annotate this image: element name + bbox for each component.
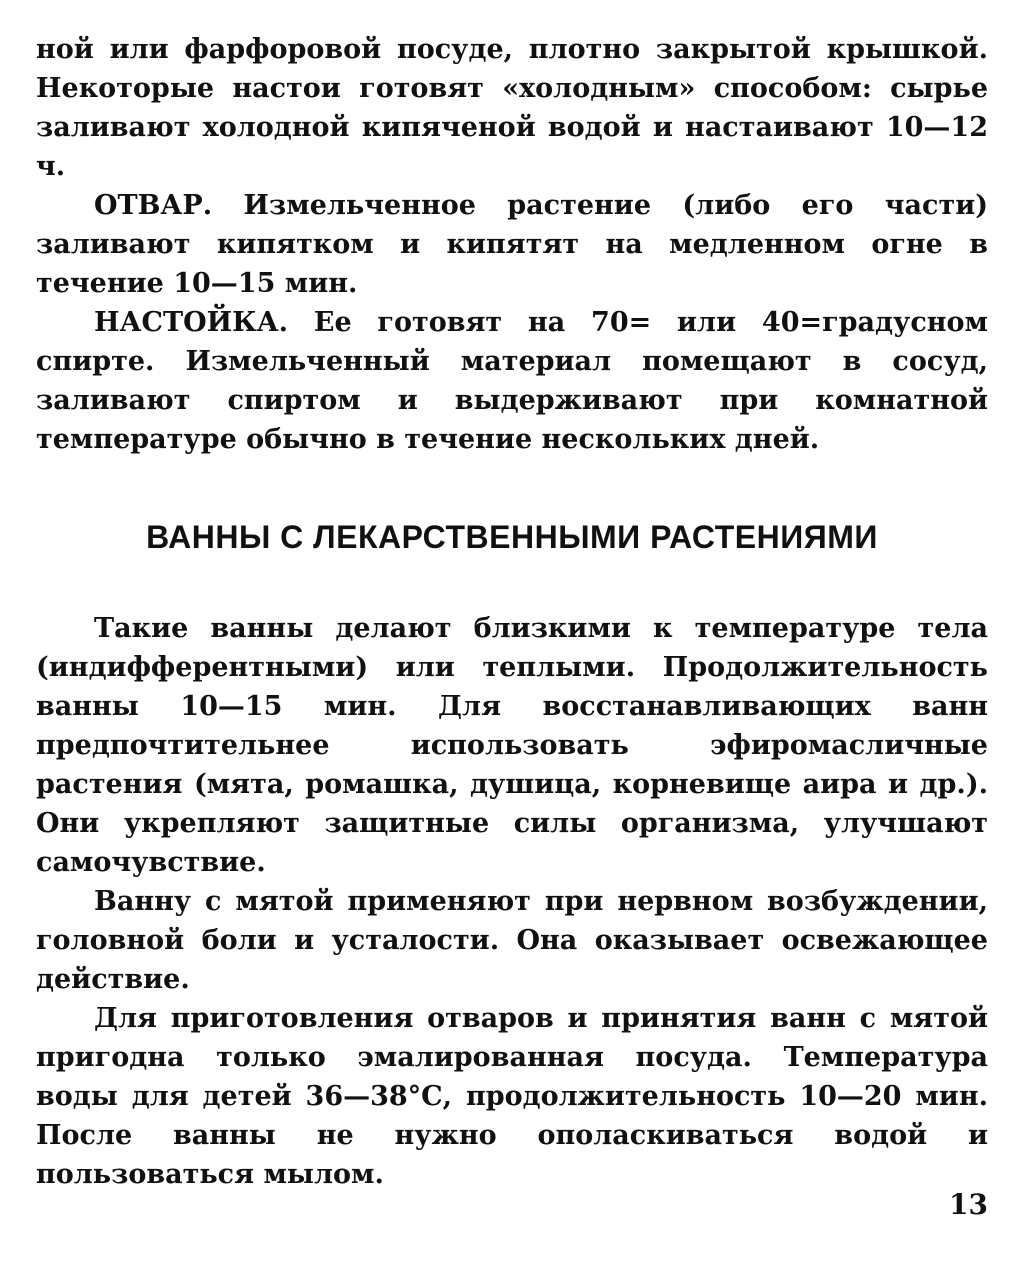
decoction-paragraph: ОТВАР. Измельченное растение (либо его части) заливают кипятком и кипятят на медленном огне в течение 10—15 мин.: [36, 190, 988, 299]
baths-paragraph: Такие ванны делают близкими к температуре тела (индифферентными) или теплыми. Продолжительность ванны 10—15 мин. Для восстанавливающих ванн предпочтительнее использовать эфиромасличные растения (мята, ромашка, душица, корневище аира и др.). Они укрепляют защитные силы организма, улучшают самочувствие.: [36, 613, 988, 878]
mint-bath-paragraph: [36, 882, 988, 999]
tincture-paragraph: НАСТОЙКА. Ее готовят на 70= или 40=градусном спирте. Измельченный материал помещают в сосуд, заливают спиртом и выдерживают при комнатной температуре обычно в течение нескольких дней.: [36, 307, 988, 455]
page-number: 13: [949, 1188, 988, 1221]
intro-paragraph: ной или фарфоровой посуде, плотно закрытой крышкой. Некоторые настои готовят «холодным» способом: сырье заливают холодной кипяченой водой и настаивают 10—12 ч.: [36, 34, 988, 182]
mint-bath-text: применяют при нервном возбуждении, головной боли и усталости. Она оказывает освежающее действие.: [36, 886, 988, 995]
section-heading: ВАННЫ С ЛЕКАРСТВЕННЫМИ РАСТЕНИЯМИ: [146, 519, 878, 555]
book-page: [36, 30, 988, 1194]
preparation-paragraph: Для приготовления отваров и принятия ванн с мятой пригодна только эмалированная посуда. Температура воды для детей 36—38°С, продолжительность 10—20 мин. После ванны не нужно ополаскиваться водой и пользоваться мылом.: [36, 1003, 988, 1190]
mint-bath-term: Ванну с мятой: [94, 886, 334, 917]
